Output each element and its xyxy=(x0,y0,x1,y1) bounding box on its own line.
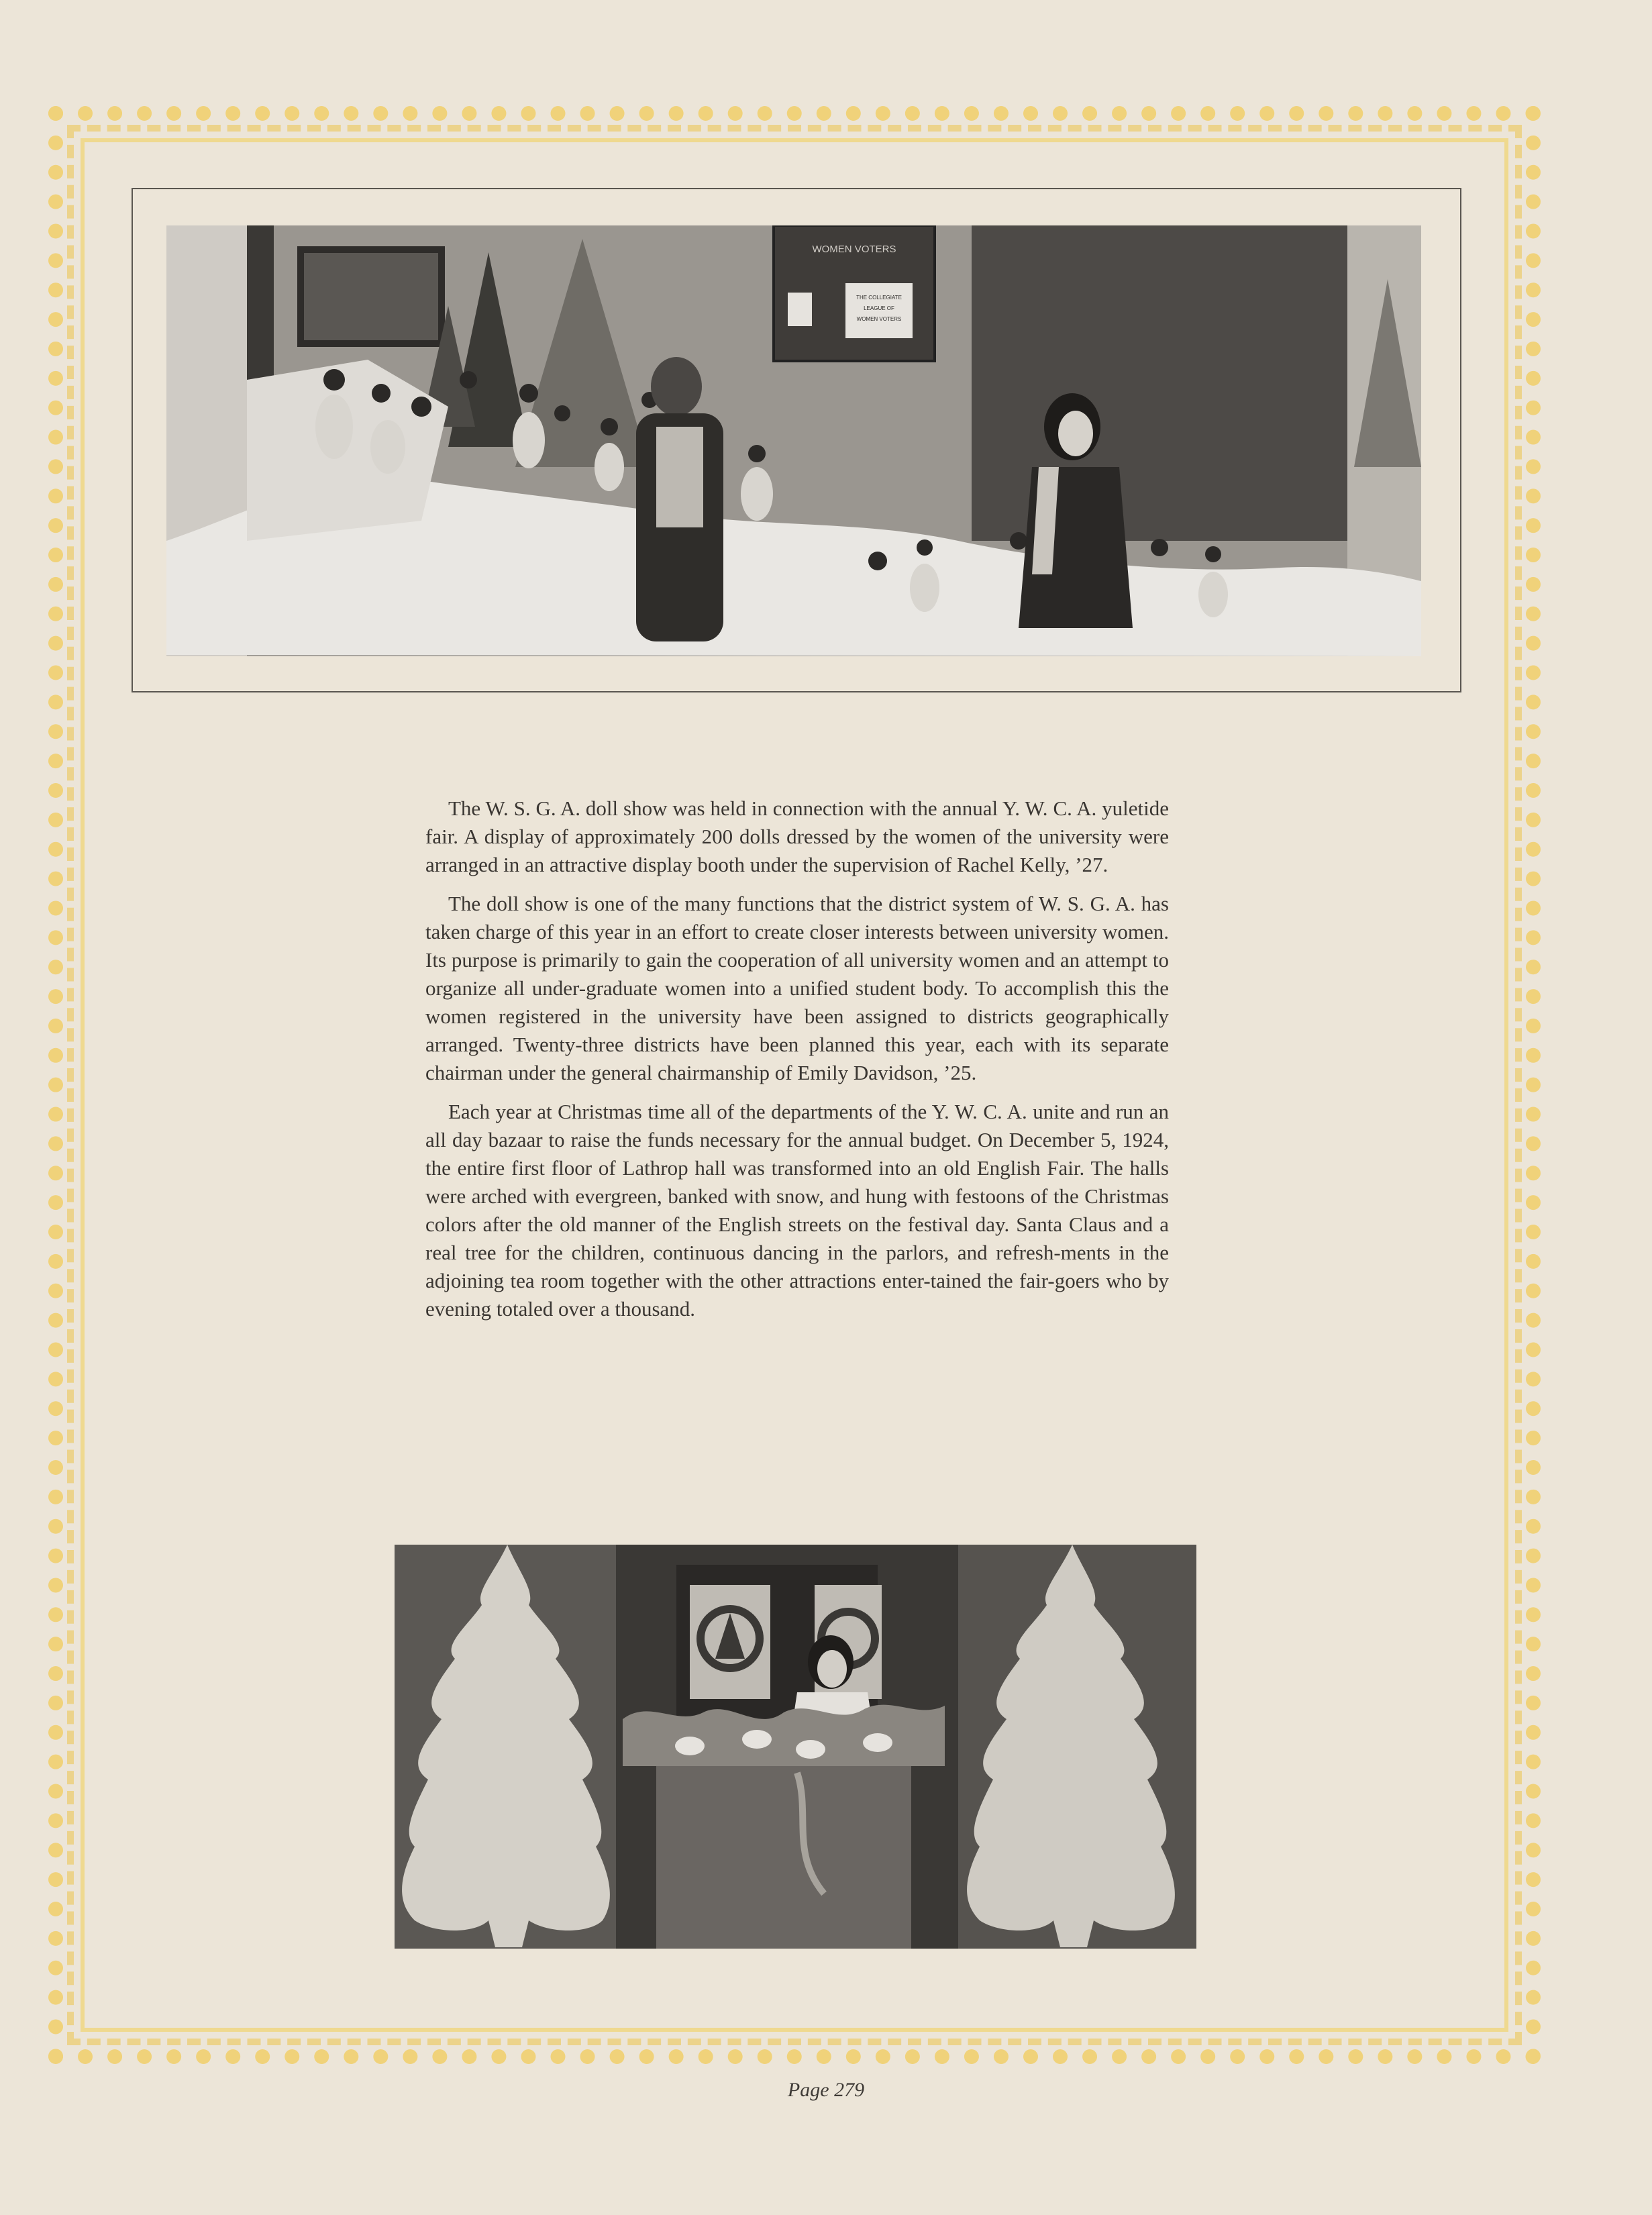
fair-booth-illustration xyxy=(395,1545,1196,1949)
fair-booth-photo xyxy=(395,1545,1196,1949)
svg-text:THE COLLEGIATE: THE COLLEGIATE xyxy=(856,295,902,301)
paragraph-doll-show: The W. S. G. A. doll show was held in connection with the annual Y. W. C. A. yuletide fair. A display of approximately 200 dolls dressed by the women of the university were arranged in an attractive display booth under the supervision of Rachel Kelly, ’27. xyxy=(425,796,1169,876)
paragraph-district-system: The doll show is one of the many functions that the district system of W. S. G. A. has taken charge of this year in an effort to create closer interests between university women. Its purpose is primarily to gain the cooperation of all university women and an attempt to organize all under-graduate women into a unified student body. To accomplish this the women registered in the university have been assigned to districts geographically arranged. Twenty-three districts have been planned this year, each with its separate chairman under the general chairmanship of Emily Davidson, ’25. xyxy=(425,892,1169,1084)
doll-show-illustration xyxy=(166,225,1421,656)
paragraph-yuletide-fair: Each year at Christmas time all of the departments of the Y. W. C. A. unite and run an all day bazaar to raise the funds necessary for the annual budget. On December 5, 1924, the entire first floor of Lathrop hall was transformed into an old English Fair. The halls were arched with evergreen, banked with snow, and hung with festoons of the Christmas colors after the old manner of the English streets on the festival day. Santa Claus and a real tree for the children, continuous dancing in the parlors, and refresh-ments in the adjoining tea room together with the other attractions enter-tained the fair-goers who by evening totaled over a thousand. xyxy=(425,1100,1169,1321)
svg-text:LEAGUE OF: LEAGUE OF xyxy=(864,305,894,311)
svg-text:WOMEN VOTERS: WOMEN VOTERS xyxy=(812,244,896,255)
league-women-voters-poster xyxy=(774,225,935,361)
article-text xyxy=(425,794,1169,1334)
doll-show-photo xyxy=(166,225,1421,656)
page-number: Page 279 xyxy=(787,2079,865,2101)
svg-text:WOMEN VOTERS: WOMEN VOTERS xyxy=(856,316,902,322)
top-photo-frame xyxy=(132,188,1461,692)
